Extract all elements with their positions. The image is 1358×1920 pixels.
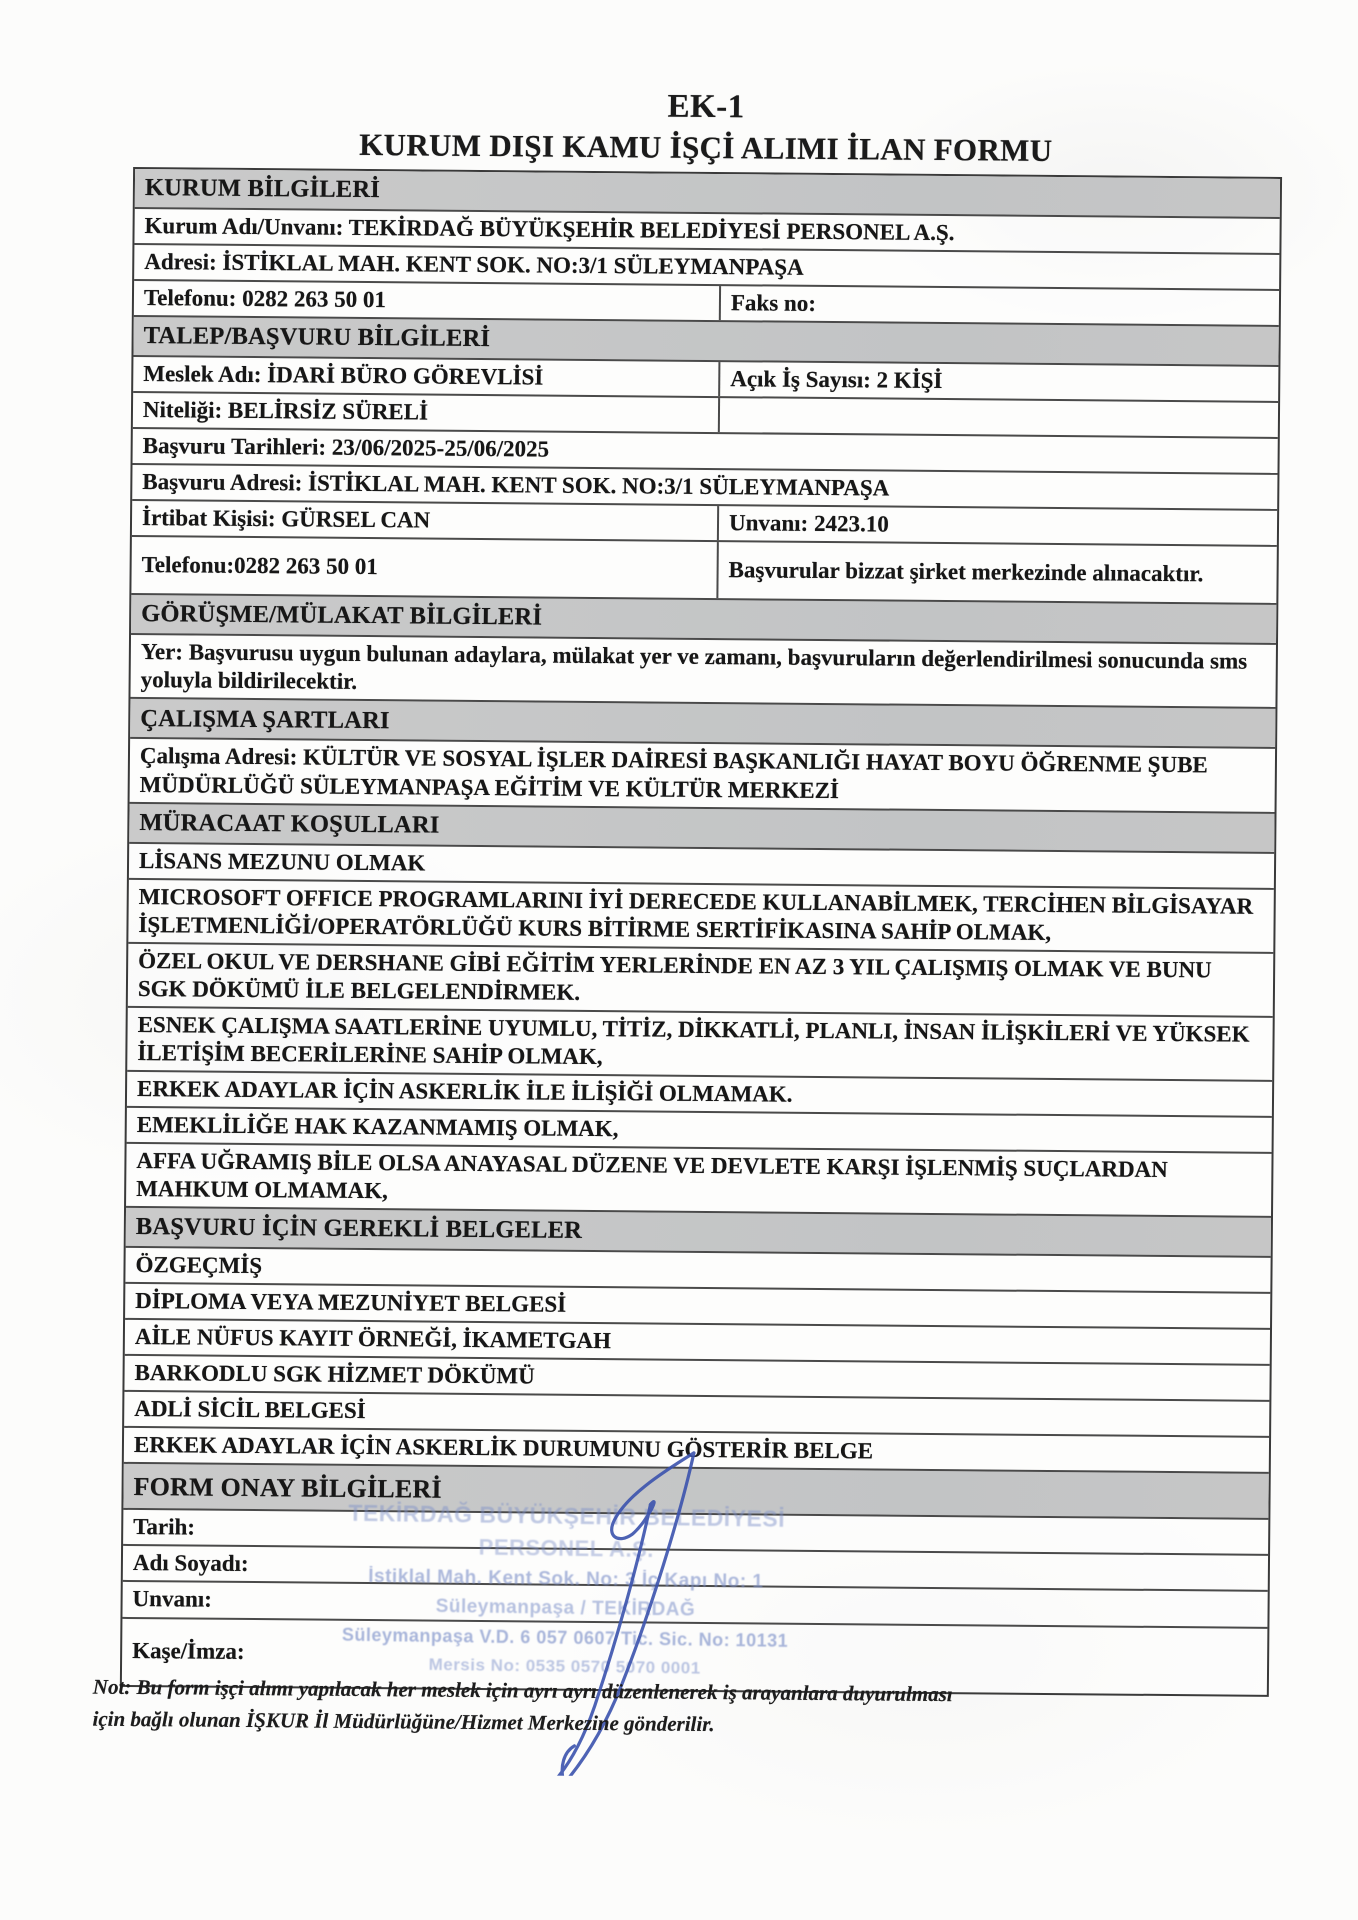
section-header-text: BAŞVURU İÇİN GEREKLİ BELGELER: [135, 1213, 583, 1245]
irtibat-cell: İrtibat Kişisi: GÜRSEL CAN: [141, 505, 431, 533]
row-text: Adı Soyadı:: [132, 1550, 249, 1577]
row-kosul-office: [128, 878, 1274, 952]
stamp-line: PERSONEL A.Ş.: [478, 1534, 655, 1562]
stamp-line: Süleymanpaşa V.D. 6 057 0607 Tic. Sic. No: 10131: [341, 1624, 789, 1651]
row-text: DİPLOMA VEYA MEZUNİYET BELGESİ: [135, 1288, 567, 1317]
row-text: ERKEK ADAYLAR İÇİN ASKERLİK DURUMUNU GÖSTERİR BELGE: [133, 1432, 874, 1464]
telefon2-cell: Telefonu:0282 263 50 01: [141, 552, 378, 580]
row-text: LİSANS MEZUNU OLMAK: [138, 847, 426, 876]
niteligi-cell: Niteliği: BELİRSİZ SÜRELİ: [142, 397, 429, 425]
telefon-cell: Telefonu: 0282 263 50 01: [143, 285, 387, 313]
company-stamp: [234, 1494, 896, 1685]
basvurular-text: Başvurular bizzat şirket merkezinde alınacaktır.: [728, 557, 1204, 587]
footer-note: [92, 1672, 968, 1743]
section-header-text: KURUM BİLGİLERİ: [144, 174, 381, 204]
basvurular-cell: [716, 542, 1276, 603]
row-text: EMEKLİLİĞE HAK KAZANMAMIŞ OLMAK,: [136, 1111, 619, 1142]
row-text: Kaşe/İmza:: [132, 1638, 245, 1665]
section-header-text: ÇALIŞMA ŞARTLARI: [140, 704, 390, 734]
section-header-text: TALEP/BAŞVURU BİLGİLERİ: [143, 322, 491, 353]
form-table: [120, 167, 1282, 1696]
row-text: BARKODLU SGK HİZMET DÖKÜMÜ: [134, 1360, 535, 1389]
row-text: MICROSOFT OFFICE PROGRAMLARINI İYİ DERECEDE KULLANABİLMEK, TERCİHEN BİLGİSAYAR İŞLETMENLİĞİ/OPERATÖRLÜĞÜ KURS BİTİRME SERTİFİKASINA SAHİP OLMAK,: [138, 883, 1254, 945]
row-text: ADLİ SİCİL BELGESİ: [134, 1396, 366, 1424]
row-text: ÖZEL OKUL VE DERSHANE GİBİ EĞİTİM YERLERİNDE EN AZ 3 YIL ÇALIŞMIŞ OLMAK VE BUNU SGK DÖKÜMÜ İLE BELGELENDİRMEK.: [137, 947, 1212, 1005]
row-text: Başvuru Tarihleri: 23/06/2025-25/06/2025: [142, 433, 550, 462]
row-text: Kurum Adı/Unvanı: TEKİRDAĞ BÜYÜKŞEHİR BELEDİYESİ PERSONEL A.Ş.: [144, 213, 955, 246]
stamp-line: Mersis No: 0535 0570 5070 0001: [428, 1654, 701, 1678]
section-header-text: FORM ONAY BİLGİLERİ: [133, 1471, 442, 1504]
form-title: KURUM DIŞI KAMU İŞÇİ ALIMI İLAN FORMU: [359, 126, 1053, 168]
acik-is-sayisi-cell: Açık İş Sayısı: 2 KİŞİ: [718, 362, 1278, 401]
row-text: Çalışma Adresi: KÜLTÜR VE SOSYAL İŞLER DAİRESİ BAŞKANLIĞI HAYAT BOYU ÖĞRENME ŞUBE MÜDÜRLÜĞÜ SÜLEYMANPAŞA EĞİTİM VE KÜLTÜR MERKEZİ: [139, 743, 1208, 803]
row-kosul-esnek-calisma: [127, 1006, 1273, 1080]
stamp-line: Süleymanpaşa / TEKİRDAĞ: [435, 1595, 696, 1621]
meslek-cell: Meslek Adı: İDARİ BÜRO GÖREVLİSİ: [143, 361, 544, 390]
row-telefon-basvurular: [131, 535, 1276, 603]
empty-cell: [718, 398, 1278, 437]
row-text: Adresi: İSTİKLAL MAH. KENT SOK. NO:3/1 SÜLEYMANPAŞA: [144, 249, 804, 280]
stamp-line: İstiklal Mah. Kent Sok. No: 3 İç Kapı No: 1: [368, 1566, 764, 1593]
row-calisma-adresi: [130, 737, 1276, 811]
note-text: Bu form işçi alımı yapılacak her meslek için ayrı ayrı düzenlenerek iş arayanlara duyurulması için bağlı olunan İŞKUR İl Müdürlüğüne/Hizmet Merkezine gönderilir.: [92, 1674, 953, 1736]
row-text: Yer: Başvurusu uygun bulunan adaylara, mülakat yer ve zamanı, başvuruların değerlendirilmesi sonucunda sms yoluyla bildirilecektir.: [140, 639, 1248, 695]
row-text: Başvuru Adresi: İSTİKLAL MAH. KENT SOK. NO:3/1 SÜLEYMANPAŞA: [142, 469, 890, 501]
row-text: ÖZGEÇMİŞ: [135, 1252, 263, 1279]
row-text: ESNEK ÇALIŞMA SAATLERİNE UYUMLU, TİTİZ, DİKKATLİ, PLANLI, İNSAN İLİŞKİLERİ VE YÜKSEK İLETİŞİM BECERİLERİNE SAHİP OLMAK,: [137, 1011, 1250, 1069]
document-titles: [133, 0, 1279, 171]
row-text: AİLE NÜFUS KAYIT ÖRNEĞİ, İKAMETGAH: [134, 1324, 612, 1354]
row-text: ERKEK ADAYLAR İÇİN ASKERLİK İLE İLİŞİĞİ OLMAMAK.: [136, 1075, 793, 1107]
section-header-text: MÜRACAAT KOŞULLARI: [139, 808, 440, 839]
form-annex-label: EK-1: [667, 88, 745, 126]
note-label: Not:: [92, 1674, 132, 1699]
row-text: Unvanı:: [132, 1586, 212, 1613]
row-text: Tarih:: [133, 1514, 196, 1540]
stamp-line: TEKİRDAĞ BÜYÜKŞEHİR BELEDİYESİ: [348, 1499, 786, 1532]
section-header-text: GÖRÜŞME/MÜLAKAT BİLGİLERİ: [141, 600, 543, 631]
row-text: AFFA UĞRAMIŞ BİLE OLSA ANAYASAL DÜZENE VE DEVLETE KARŞI İŞLENMİŞ SUÇLARDAN MAHKUM OLMAMAK,: [136, 1147, 1168, 1204]
row-yer: [130, 633, 1276, 707]
unvani-cell: Unvanı: 2423.10: [717, 506, 1277, 545]
row-kosul-ozel-okul: [128, 942, 1274, 1016]
faks-cell: Faks no:: [719, 286, 1279, 325]
row-kosul-affa: [126, 1142, 1272, 1216]
